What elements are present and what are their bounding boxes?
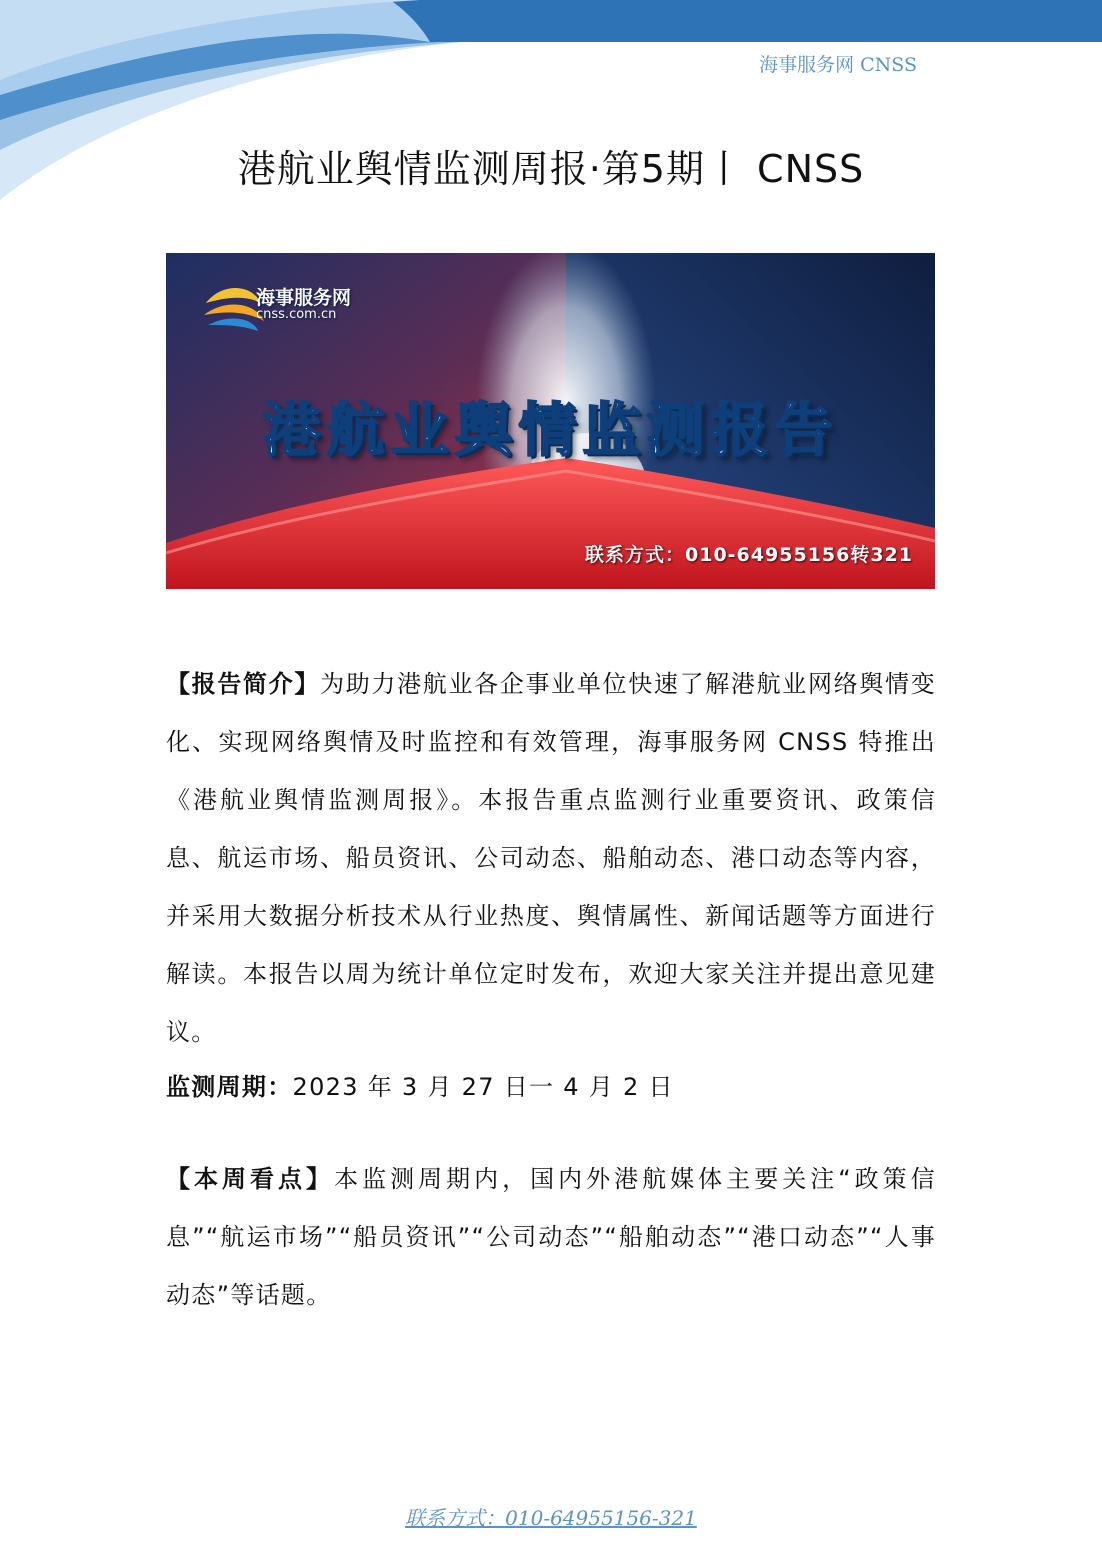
- monitoring-period: [166, 1058, 936, 1116]
- banner-contact: 联系方式：010-64955156转321: [585, 544, 913, 566]
- banner-image: [166, 253, 935, 589]
- period-label: 监测周期：: [166, 1073, 293, 1101]
- intro-text: 为助力港航业各企事业单位快速了解港航业网络舆情变化、实现网络舆情及时监控和有效管理，海事服务网 CNSS 特推出《港航业舆情监测周报》。本报告重点监测行业重要资讯、政策信息、航运市场、船员资讯、公司动态、船舶动态、港口动态等内容，并采用大数据分析技术从行业热度、舆情属性、新闻话题等方面进行解读。本报告以周为统计单位定时发布，欢迎大家关注并提出意见建议。: [166, 670, 936, 1046]
- banner-logo-url: cnss.com.cn: [256, 307, 337, 322]
- footer-contact: 联系方式：010-64955156-321: [405, 1506, 697, 1530]
- highlights-label: 【本周看点】: [166, 1165, 335, 1193]
- highlights-text: 本监测周期内，国内外港航媒体主要关注“政策信息”“航运市场”“船员资讯”“公司动态”“船舶动态”“港口动态”“人事动态”等话题。: [166, 1165, 936, 1309]
- banner-logo-name: 海事服务网: [256, 287, 352, 309]
- banner-headline: 港航业舆情监测报告: [262, 396, 839, 464]
- page-title: 港航业舆情监测周报·第5期丨 CNSS: [237, 147, 865, 191]
- period-value: 2023 年 3 月 27 日一 4 月 2 日: [292, 1073, 674, 1101]
- site-name: 海事服务网 CNSS: [759, 54, 917, 76]
- intro-paragraph: [166, 655, 936, 1061]
- intro-label: 【报告简介】: [166, 670, 321, 698]
- highlights-paragraph: [166, 1150, 936, 1324]
